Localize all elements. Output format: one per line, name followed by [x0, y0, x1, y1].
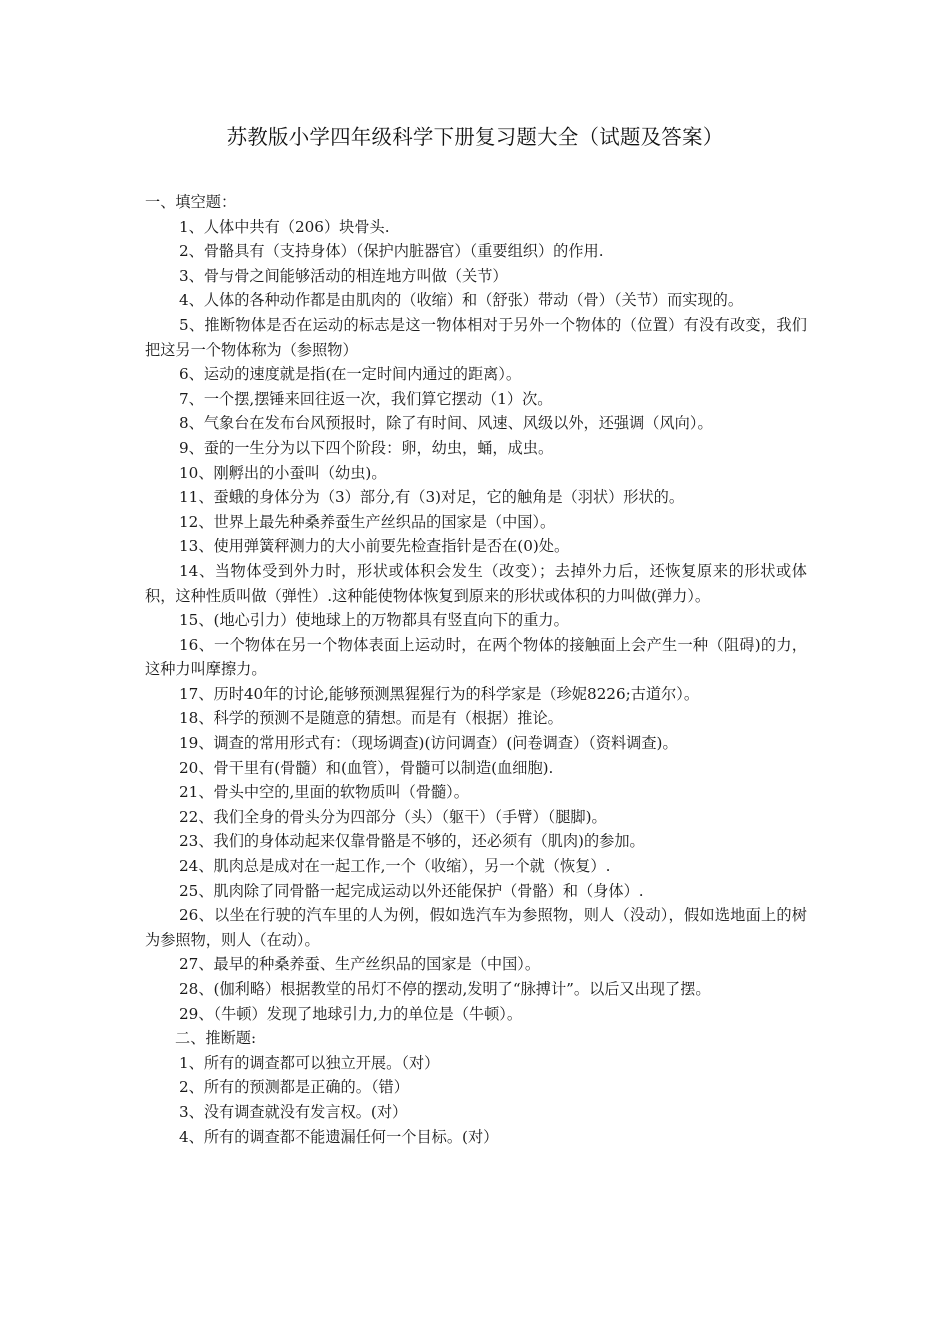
question-item: 23、我们的身体动起来仅靠骨骼是不够的，还必须有（肌肉)的参加。 [179, 832, 645, 851]
question-item: 25、肌肉除了同骨骼一起完成运动以外还能保护（骨骼）和（身体）. [179, 881, 644, 900]
question-item: 29、（牛顿）发现了地球引力,力的单位是（牛顿）。 [179, 1004, 523, 1023]
question-item: 16、一个物体在另一个物体表面上运动时，在两个物体的接触面上会产生一种（阻碍)的力，这种力叫摩擦力。 [145, 635, 807, 679]
question-item: 1、人体中共有（206）块骨头. [179, 217, 390, 236]
document-title: 苏教版小学四年级科学下册复习题大全（试题及答案） [226, 125, 724, 149]
question-item: 22、我们全身的骨头分为四部分（头）（躯干）（手臂）（腿脚)。 [179, 807, 607, 826]
question-item: 9、蚕的一生分为以下四个阶段：卵，幼虫，蛹，成虫。 [179, 438, 554, 457]
question-item: 7、一个摆,摆锤来回往返一次，我们算它摆动（1）次。 [179, 389, 553, 408]
question-item: 10、刚孵出的小蚕叫（幼虫)。 [179, 463, 387, 482]
question-item: 24、肌肉总是成对在一起工作,一个（收缩），另一个就（恢复）. [179, 857, 611, 876]
section-fill-in-blank [145, 190, 807, 1026]
question-item: 2、所有的预测都是正确的。（错） [179, 1078, 409, 1097]
question-item: 19、调查的常用形式有：（现场调查)(访问调查）(问卷调查）（资料调查)。 [179, 734, 678, 753]
question-item: 28、(伽利略）根据教堂的吊灯不停的摆动,发明了“脉搏计”。以后又出现了摆。 [179, 980, 711, 998]
section-heading: 一、填空题： [145, 193, 237, 211]
question-item: 11、蚕蛾的身体分为（3）部分,有（3)对足，它的触角是（羽状）形状的。 [179, 488, 685, 507]
question-item: 8、气象台在发布台风预报时，除了有时间、风速、风级以外，还强调（风向）。 [179, 414, 713, 433]
question-item: 5、推断物体是否在运动的标志是这一物体相对于另外一个物体的（位置）有没有改变，我们把这另一个物体称为（参照物） [145, 315, 807, 359]
document-body [145, 190, 807, 1149]
question-item: 21、骨头中空的,里面的软物质叫（骨髓）。 [179, 783, 469, 802]
question-item: 17、历时40年的讨论,能够预测黑猩猩行为的科学家是（珍妮8226;古道尔）。 [179, 684, 700, 703]
question-item: 26、以坐在行驶的汽车里的人为例，假如选汽车为参照物，则人（没动），假如选地面上的树为参照物，则人（在动）。 [145, 906, 807, 949]
question-item: 15、(地心引力）使地球上的万物都具有竖直向下的重力。 [179, 611, 569, 630]
question-item: 20、骨干里有(骨髓）和(血管），骨髓可以制造(血细胞). [179, 758, 554, 777]
question-item: 3、骨与骨之间能够活动的相连地方叫做（关节） [179, 266, 508, 285]
question-item: 1、所有的调查都可以独立开展。（对） [179, 1053, 440, 1072]
question-item: 4、所有的调查都不能遗漏任何一个目标。(对） [179, 1127, 499, 1146]
section-heading: 二、推断题: [175, 1029, 257, 1048]
question-item: 13、使用弹簧秤测力的大小前要先检查指针是否在(0)处。 [179, 537, 570, 556]
question-item: 4、人体的各种动作都是由肌肉的（收缩）和（舒张）带动（骨）（关节）而实现的。 [179, 291, 744, 310]
question-item: 12、世界上最先种桑养蚕生产丝织品的国家是（中国）。 [179, 512, 556, 531]
question-item: 3、没有调查就没有发言权。(对） [179, 1102, 408, 1121]
question-item: 18、科学的预测不是随意的猜想。而是有（根据）推论。 [179, 709, 563, 728]
question-item: 2、骨骼具有（支持身体）（保护内脏器官）（重要组织）的作用. [179, 242, 604, 261]
question-item: 6、运动的速度就是指(在一定时间内通过的距离）。 [179, 365, 522, 384]
question-item: 14、当物体受到外力时，形状或体积会发生（改变）；去掉外力后，还恢复原来的形状或体积，这种性质叫做（弹性）.这种能使物体恢复到原来的形状或体积的力叫做(弹力）。 [145, 561, 807, 605]
section-judgement [145, 1026, 807, 1149]
question-item: 27、最早的种桑养蚕、生产丝织品的国家是（中国）。 [179, 955, 541, 974]
